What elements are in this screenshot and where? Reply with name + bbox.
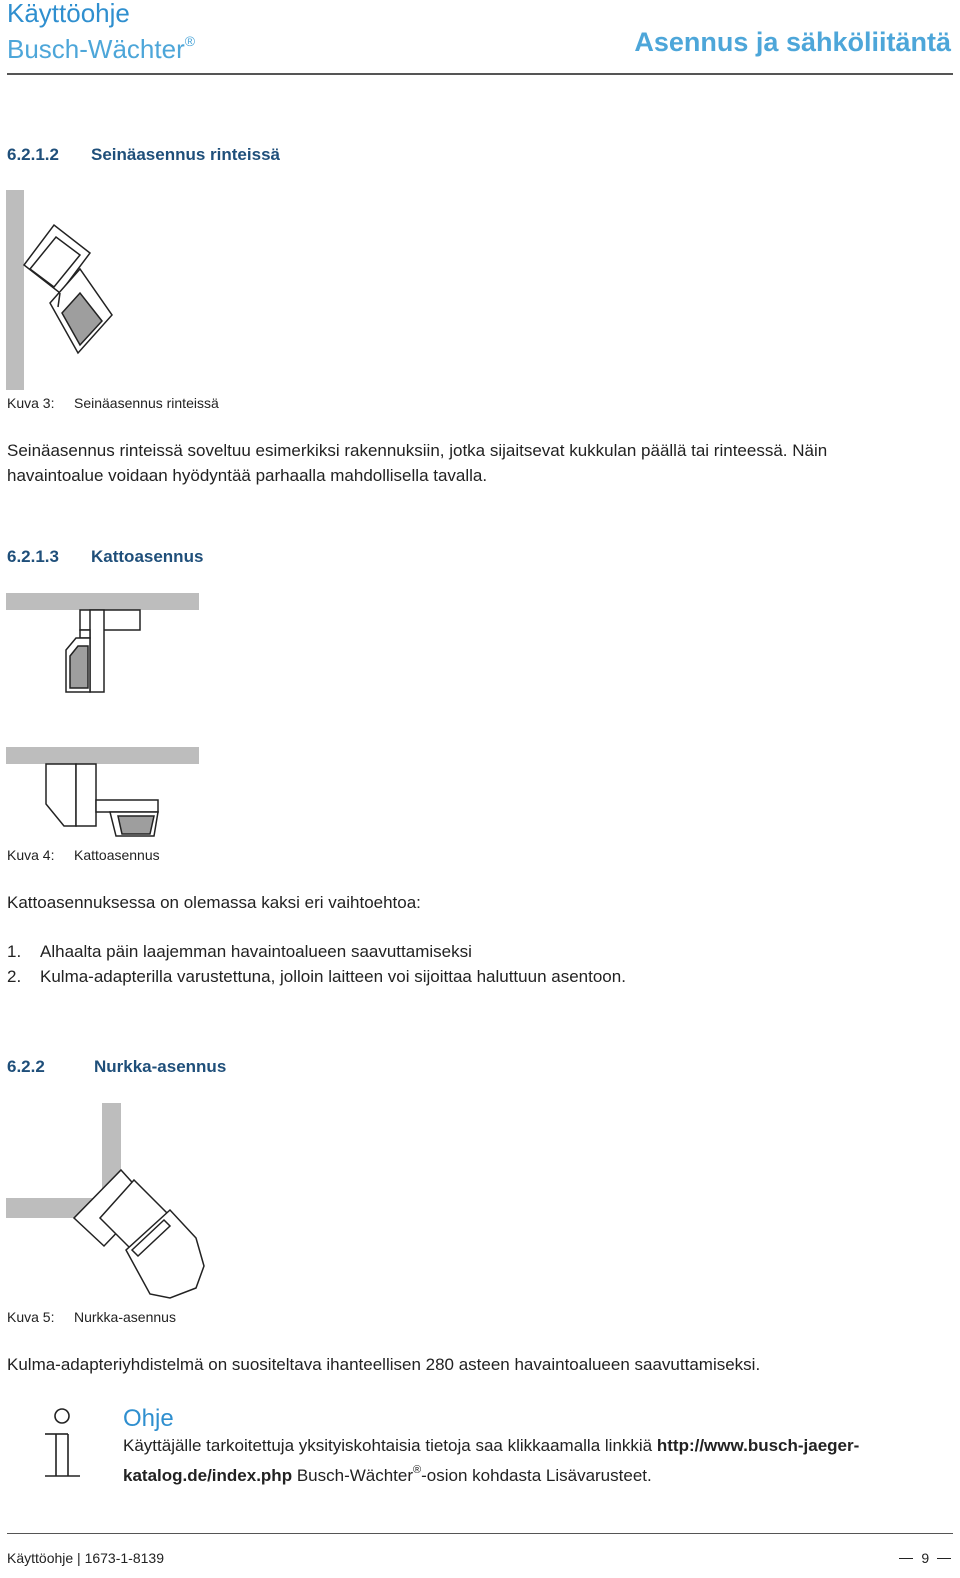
figure-caption-text: Nurkka-asennus xyxy=(74,1309,176,1325)
figure-caption-3 xyxy=(7,394,219,412)
ceiling-surface xyxy=(6,593,199,610)
figure-label: Kuva 4: xyxy=(7,847,55,863)
sensor-drawing xyxy=(66,610,140,692)
registered-mark: ® xyxy=(184,33,196,49)
section-number: 6.2.1.3 xyxy=(7,547,59,566)
section-number: 6.2.1.2 xyxy=(7,145,59,164)
ceiling-paragraph: Kattoasennuksessa on olemassa kaksi eri vaihtoehtoa: xyxy=(7,893,421,912)
note-title: Ohje xyxy=(123,1405,174,1432)
header-divider xyxy=(7,73,953,75)
catalog-link-continued[interactable]: katalog.de/index.php xyxy=(123,1466,293,1485)
sensor-drawing xyxy=(46,764,158,836)
page-dash-right xyxy=(937,1558,951,1559)
footer-divider xyxy=(7,1533,953,1534)
section-title: Nurkka-asennus xyxy=(94,1057,227,1076)
list-number: 1. xyxy=(7,942,22,961)
figure-caption-text: Seinäasennus rinteissä xyxy=(74,395,219,411)
wall-surface xyxy=(6,190,24,390)
section-heading-6-2-1-2 xyxy=(7,145,280,165)
list-item xyxy=(7,964,953,989)
corner-paragraph: Kulma-adapteriyhdistelmä on suositeltava ihanteellisen 280 asteen havaintoalueen saavuttamiseksi. xyxy=(7,1355,761,1374)
list-text: Alhaalta päin laajemman havaintoalueen saavuttamiseksi xyxy=(40,942,472,961)
note-product-name: Busch-Wächter xyxy=(292,1466,414,1485)
figure-caption-text: Kattoasennus xyxy=(74,847,160,863)
section-number: 6.2.2 xyxy=(7,1057,45,1076)
figure-caption-5 xyxy=(7,1308,176,1326)
paragraph-line: havaintoalue voidaan hyödyntää parhaalla mahdollisella tavalla. xyxy=(7,466,488,485)
page-dash-left xyxy=(899,1558,913,1559)
page-number-value: 9 xyxy=(921,1550,930,1566)
slope-paragraph xyxy=(7,438,953,488)
list-number: 2. xyxy=(7,967,22,986)
ceiling-options-list xyxy=(7,939,953,989)
corner-mount-figure xyxy=(0,1098,220,1308)
section-title: Seinäasennus rinteissä xyxy=(91,145,280,164)
paragraph-line: Seinäasennus rinteissä soveltuu esimerkiksi rakennuksiin, jotka sijaitsevat kukkulan päällä tai rinteessä. Näin xyxy=(7,441,828,460)
figure-label: Kuva 5: xyxy=(7,1309,55,1325)
manual-title: Käyttöohje xyxy=(7,0,130,28)
figure-caption-4 xyxy=(7,846,160,864)
sensor-drawing xyxy=(24,225,112,353)
note-text xyxy=(123,1433,953,1488)
ceiling-mount-figure-angle xyxy=(0,742,210,837)
page-number xyxy=(899,1549,951,1567)
footer-document-id: Käyttöohje | 1673-1-8139 xyxy=(7,1550,164,1566)
list-text: Kulma-adapterilla varustettuna, jolloin laitteen voi sijoittaa haluttuun asentoon. xyxy=(40,967,626,986)
registered-mark: ® xyxy=(413,1464,422,1476)
section-heading-6-2-2 xyxy=(7,1057,226,1077)
note-text-intro: Käyttäjälle tarkoitettuja yksityiskohtaisia tietoja saa klikkaamalla linkkiä xyxy=(123,1436,657,1455)
note-text-end: -osion kohdasta Lisävarusteet. xyxy=(421,1466,652,1485)
section-heading-6-2-1-3 xyxy=(7,547,203,567)
catalog-link[interactable]: http://www.busch-jaeger- xyxy=(656,1436,860,1455)
wall-slope-mount-figure xyxy=(0,185,140,395)
info-icon xyxy=(40,1404,84,1482)
sensor-drawing xyxy=(74,1170,204,1298)
section-title: Kattoasennus xyxy=(91,547,204,566)
product-title xyxy=(7,26,195,64)
chapter-title: Asennus ja sähköliitäntä xyxy=(634,27,951,57)
product-name: Busch-Wächter xyxy=(7,34,185,64)
ceiling-surface xyxy=(6,747,199,764)
figure-label: Kuva 3: xyxy=(7,395,55,411)
ceiling-mount-figure-down xyxy=(0,588,210,698)
list-item xyxy=(7,939,953,964)
